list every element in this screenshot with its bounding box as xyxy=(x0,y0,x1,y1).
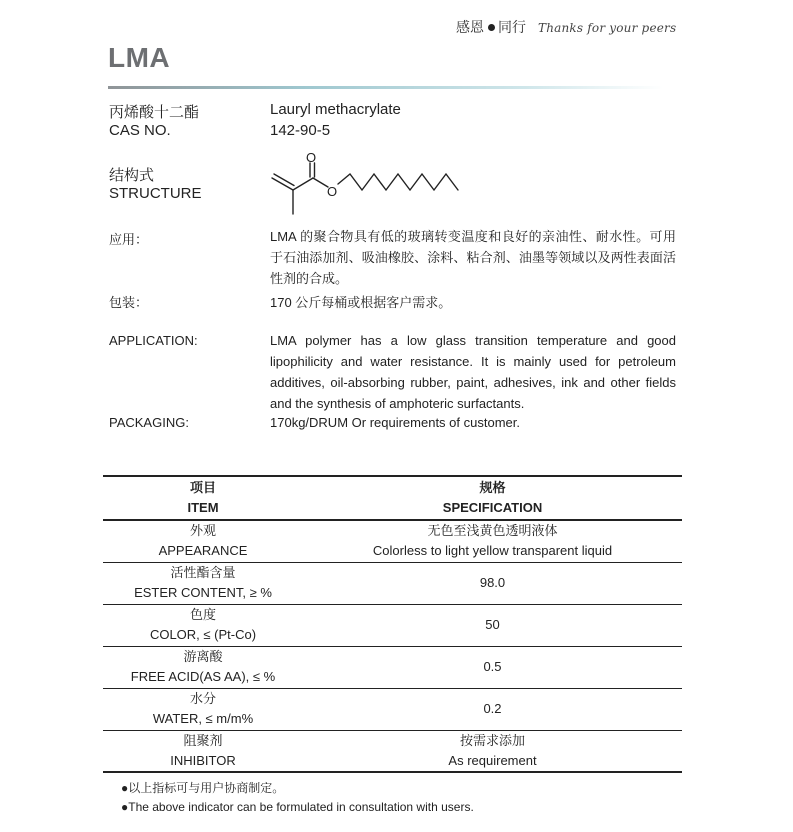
header-spec xyxy=(303,476,682,520)
chemical-structure xyxy=(266,146,466,220)
cas-label: CAS NO. xyxy=(109,122,171,139)
item-en: WATER, ≤ m/m% xyxy=(152,711,254,726)
table-row xyxy=(103,562,682,604)
header-item-en: ITEM xyxy=(187,500,219,515)
spec-table xyxy=(103,475,682,773)
item-en: FREE ACID(AS AA), ≤ % xyxy=(130,669,276,684)
spec-cell xyxy=(303,730,682,772)
product-name-en: Lauryl methacrylate xyxy=(270,101,401,118)
packaging-cn-text: 170 公斤每桶或根据客户需求。 xyxy=(270,295,452,310)
spec-cn: 无色至浅黄色透明液体 xyxy=(427,523,558,539)
table-header-row xyxy=(103,476,682,520)
packaging-en-text: 170kg/DRUM Or requirements of customer. xyxy=(270,415,520,430)
application-en-text: LMA polymer has a low glass transition temperature and good lipophilicity and water resistance. It is mainly used for petroleum additives, oil-absorbing rubber, paint, adhesives, ink and other fields and the synthesis of amphoteric surfactants. xyxy=(270,333,676,411)
item-cn: 阻聚剂 xyxy=(183,732,223,748)
item-cell xyxy=(103,730,303,772)
header-item xyxy=(103,476,303,520)
item-cell xyxy=(103,688,303,730)
title-divider xyxy=(108,86,663,89)
note-en: ●The above indicator can be formulated in consultation with users. xyxy=(121,800,474,814)
structure-bond xyxy=(313,178,328,187)
structure-label-en: STRUCTURE xyxy=(109,185,202,202)
item-en: APPEARANCE xyxy=(158,543,248,559)
spec-value: 50 xyxy=(485,617,500,632)
spec-en: As requirement xyxy=(448,752,537,768)
item-cn: 外观 xyxy=(189,523,216,539)
spec-en: Colorless to light yellow transparent liquid xyxy=(372,543,613,559)
ester-oxygen: O xyxy=(327,184,338,199)
packaging-cn-label: 包装： xyxy=(109,295,149,310)
spec-value: 0.2 xyxy=(483,701,502,716)
spec-value: 0.5 xyxy=(483,659,502,674)
item-cn: 游离酸 xyxy=(183,649,223,664)
carbonyl-oxygen: O xyxy=(306,150,317,165)
table-row xyxy=(103,520,682,562)
application-cn-text: LMA 的聚合物具有低的玻璃转变温度和良好的亲油性、耐水性。可用于石油添加剂、吸油橡胶、涂料、粘合剂、油墨等领域以及两性表面活性剂的合成。 xyxy=(270,229,676,286)
application-en-label: APPLICATION: xyxy=(109,333,198,348)
item-en: INHIBITOR xyxy=(170,752,236,768)
table-row xyxy=(103,646,682,688)
spec-value: 98.0 xyxy=(479,575,506,590)
item-cn: 活性酯含量 xyxy=(170,565,236,580)
item-en: COLOR, ≤ (Pt-Co) xyxy=(149,627,257,642)
product-name-cn: 丙烯酸十二酯 xyxy=(109,104,200,121)
item-cell xyxy=(103,646,303,688)
table-row xyxy=(103,604,682,646)
item-cn: 色度 xyxy=(189,607,216,622)
tagline-cn-right: 同行 xyxy=(498,19,526,35)
structure-bond xyxy=(274,174,294,186)
structure-bond xyxy=(293,178,313,190)
header-spec-en: SPECIFICATION xyxy=(442,500,543,515)
packaging-en-label: PACKAGING: xyxy=(109,415,189,430)
table-row xyxy=(103,730,682,772)
header-spec-cn: 规格 xyxy=(479,480,506,495)
application-cn-label: 应用： xyxy=(109,232,149,247)
item-en: ESTER CONTENT, ≥ % xyxy=(134,585,272,600)
product-title: LMA xyxy=(108,42,171,73)
structure-label-cn: 结构式 xyxy=(109,167,155,184)
table-row xyxy=(103,688,682,730)
item-cell xyxy=(103,520,303,562)
tagline-cn-left: 感恩 xyxy=(456,19,484,35)
note-cn: ●以上指标可与用户协商制定。 xyxy=(121,781,285,795)
header-item-cn: 项目 xyxy=(189,480,216,495)
item-cell xyxy=(103,562,303,604)
alkyl-chain xyxy=(338,174,458,190)
spec-cn: 按需求添加 xyxy=(459,732,525,748)
item-cell xyxy=(103,604,303,646)
structure-bond xyxy=(272,178,293,190)
spec-cell xyxy=(303,520,682,562)
item-cn: 水分 xyxy=(189,691,216,706)
company-tagline xyxy=(456,17,676,37)
cas-value: 142-90-5 xyxy=(270,122,331,139)
tagline-en: Thanks for your peers xyxy=(538,21,677,35)
bullet-dot-icon xyxy=(488,24,495,31)
